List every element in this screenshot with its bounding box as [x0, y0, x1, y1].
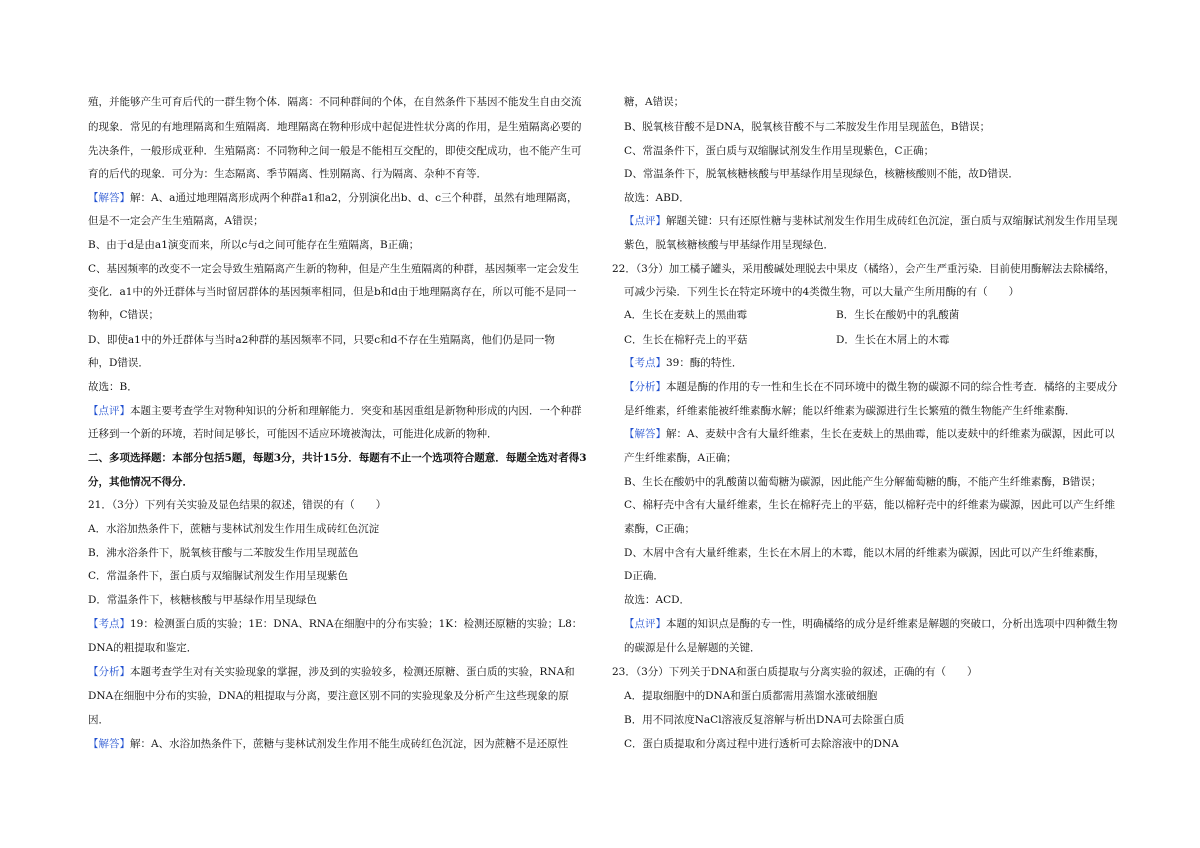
text-line: 故选：ABD．: [624, 192, 690, 204]
text-line: 的碳源是什么是解题的关键．: [624, 642, 761, 654]
analysis-tag: 【分析】: [624, 381, 666, 393]
text-line: 因．: [88, 714, 109, 726]
comment-line: 【点评】解题关键：只有还原性糖与斐林试剂发生作用生成砖红色沉淀，蛋白质与双缩脲试剂发生作用呈现: [624, 215, 1118, 227]
answer-line: 【解答】解：A、麦麸中含有大量纤维素，生长在麦麸上的黑曲霉，能以麦麸中的纤维素为碳源，因此可以: [624, 428, 1115, 440]
answer-line: 【解答】解：A、水浴加热条件下，蔗糖与斐林试剂发生作用不能生成砖红色沉淀，因为蔗糖不是还原性: [88, 738, 569, 750]
option-b: B．沸水浴条件下，脱氧核苷酸与二苯胺发生作用呈现蓝色: [88, 547, 359, 559]
text-line: C、基因频率的改变不一定会导致生殖隔离产生新的物种，但是产生生殖隔离的种群，基因频率一定会发生: [88, 263, 580, 275]
text-line: 紫色，脱氧核糖核酸与甲基绿作用呈现绿色．: [624, 239, 834, 251]
question-22: 22．（3分）加工橘子罐头，采用酸碱处理脱去中果皮（橘络），会产生严重污染．目前使用酶解法去除橘络，: [612, 263, 1116, 275]
text-line: 种，D错误．: [88, 357, 149, 369]
topic-tag: 【考点】: [624, 357, 666, 369]
text-line: 变化．a1中的外迁群体与当时留居群体的基因频率相同，但是b和d由于地理隔离存在，所以可能不是同一: [88, 286, 577, 298]
text-line: B、由于d是由a1演变而来，所以c与d之间可能存在生殖隔离，B正确；: [88, 239, 420, 251]
option-b: B．用不同浓度NaCl溶液反复溶解与析出DNA可去除蛋白质: [624, 714, 905, 726]
question-23: 23．（3分）下列关于DNA和蛋白质提取与分离实验的叙述，正确的有（ ）: [612, 666, 978, 678]
text-line: B、脱氧核苷酸不是DNA，脱氧核苷酸不与二苯胺发生作用呈现蓝色，B错误；: [624, 121, 991, 133]
answer-line: 【解答】解：A、a通过地理隔离形成两个种群a1和a2，分别演化出b、d、c三个种群，虽然有地理隔离，: [88, 192, 578, 204]
analysis-line: 【分析】本题是酶的作用的专一性和生长在不同环境中的微生物的碳源不同的综合性考查．橘络的主要成分: [624, 381, 1118, 393]
text-line: 殖，并能够产生可育后代的一群生物个体．隔离：不同种群间的个体，在自然条件下基因不能发生自由交流: [88, 96, 582, 108]
text-line: 糖，A错误；: [624, 96, 685, 108]
text-line: D正确．: [624, 570, 664, 582]
analysis-line: 【分析】本题考查学生对有关实验现象的掌握，涉及到的实验较多，检测还原糖、蛋白质的实验，RNA和: [88, 666, 575, 678]
answer-tag: 【解答】: [88, 738, 130, 750]
text-line: 但是不一定会产生生殖隔离，A错误；: [88, 215, 264, 227]
analysis-tag: 【分析】: [88, 666, 130, 678]
section-heading: 分，其他情况不得分．: [88, 476, 193, 488]
section-heading: 二、多项选择题：本部分包括5题，每题3分，共计15分．每题有不止一个选项符合题意．每题全选对者得3: [88, 452, 587, 464]
text-line: 产生纤维素酶，A正确；: [624, 452, 737, 464]
text-line: DNA在细胞中分布的实验，DNA的粗提取与分离，要注意区别不同的实验现象及分析产生这些现象的原: [88, 690, 569, 702]
text-line: C、常温条件下，蛋白质与双缩脲试剂发生作用呈现紫色，C正确；: [624, 145, 935, 157]
option-a: A．提取细胞中的DNA和蛋白质都需用蒸馏水涨破细胞: [624, 690, 878, 702]
text-line: 先决条件，一般形成亚种．生殖隔离：不同物种之间一般是不能相互交配的，即使交配成功，也不能产生可: [88, 145, 582, 157]
text-line: 故选：ACD．: [624, 594, 691, 606]
text-line: 的现象．常见的有地理隔离和生殖隔离．地理隔离在物种形成中起促进性状分离的作用，是生殖隔离必要的: [88, 121, 582, 133]
topic-line: 【考点】19：检测蛋白质的实验；1E：DNA、RNA在细胞中的分布实验；1K：检测还原糖的实验；L8：: [88, 618, 583, 630]
option-c: C．生长在棉籽壳上的平菇: [624, 334, 748, 346]
text-line: B、生长在酸奶中的乳酸菌以葡萄糖为碳源，因此能产生分解葡萄糖的酶，不能产生纤维素酶，B错误；: [624, 476, 1102, 488]
option-c: C．蛋白质提取和分离过程中进行透析可去除溶液中的DNA: [624, 738, 899, 750]
text-line: 是纤维素，纤维素能被纤维素酶水解；能以纤维素为碳源进行生长繁殖的微生物能产生纤维素酶．: [624, 405, 1076, 417]
text-line: D、常温条件下，脱氧核糖核酸与甲基绿作用呈现绿色，核糖核酸则不能，故D错误．: [624, 168, 1019, 180]
text-line: 故选：B．: [88, 381, 138, 393]
text-line: D、木屑中含有大量纤维素，生长在木屑上的木霉，能以木屑的纤维素为碳源，因此可以产生纤维素酶，: [624, 547, 1105, 559]
text-line: C、棉籽壳中含有大量纤维素，生长在棉籽壳上的平菇，能以棉籽壳中的纤维素为碳源，因此可以产生纤维: [624, 499, 1116, 511]
topic-tag: 【考点】: [88, 618, 130, 630]
option-c: C．常温条件下，蛋白质与双缩脲试剂发生作用呈现紫色: [88, 570, 349, 582]
question-21: 21．（3分）下列有关实验及显色结果的叙述，错误的有（ ）: [88, 499, 387, 511]
option-a: A．生长在麦麸上的黑曲霉: [624, 309, 748, 321]
text-line: DNA的粗提取和鉴定．: [88, 642, 198, 654]
option-d: D．生长在木屑上的木霉: [836, 334, 950, 346]
option-b: B．生长在酸奶中的乳酸菌: [836, 309, 960, 321]
answer-tag: 【解答】: [88, 192, 130, 204]
option-d: D．常温条件下，核糖核酸与甲基绿作用呈现绿色: [88, 594, 317, 606]
text-line: 可减少污染．下列生长在特定环境中的4类微生物，可以大量产生所用酶的有（ ）: [624, 286, 1020, 298]
comment-line: 【点评】本题的知识点是酶的专一性，明确橘络的成分是纤维素是解题的突破口，分析出选项中四种微生物: [624, 618, 1118, 630]
option-a: A．水浴加热条件下，蔗糖与斐林试剂发生作用生成砖红色沉淀: [88, 523, 380, 535]
answer-tag: 【解答】: [624, 428, 666, 440]
text-line: D、即使a1中的外迁群体与当时a2种群的基因频率不同，只要c和d不存在生殖隔离，他们仍是同一物: [88, 334, 555, 346]
text-line: 素酶，C正确；: [624, 523, 696, 535]
comment-tag: 【点评】: [624, 618, 666, 630]
comment-tag: 【点评】: [624, 215, 666, 227]
topic-line: 【考点】39：酶的特性．: [624, 357, 743, 369]
text-line: 物种，C错误；: [88, 309, 160, 321]
text-line: 迁移到一个新的环境，若时间足够长，可能因不适应环境被淘汰，可能进化成新的物种．: [88, 428, 498, 440]
comment-line: 【点评】本题主要考查学生对物种知识的分析和理解能力．突变和基因重组是新物种形成的内因．一个种群: [88, 405, 582, 417]
text-line: 育的后代的现象．可分为：生态隔离、季节隔离、性别隔离、行为隔离、杂种不育等．: [88, 168, 487, 180]
comment-tag: 【点评】: [88, 405, 130, 417]
